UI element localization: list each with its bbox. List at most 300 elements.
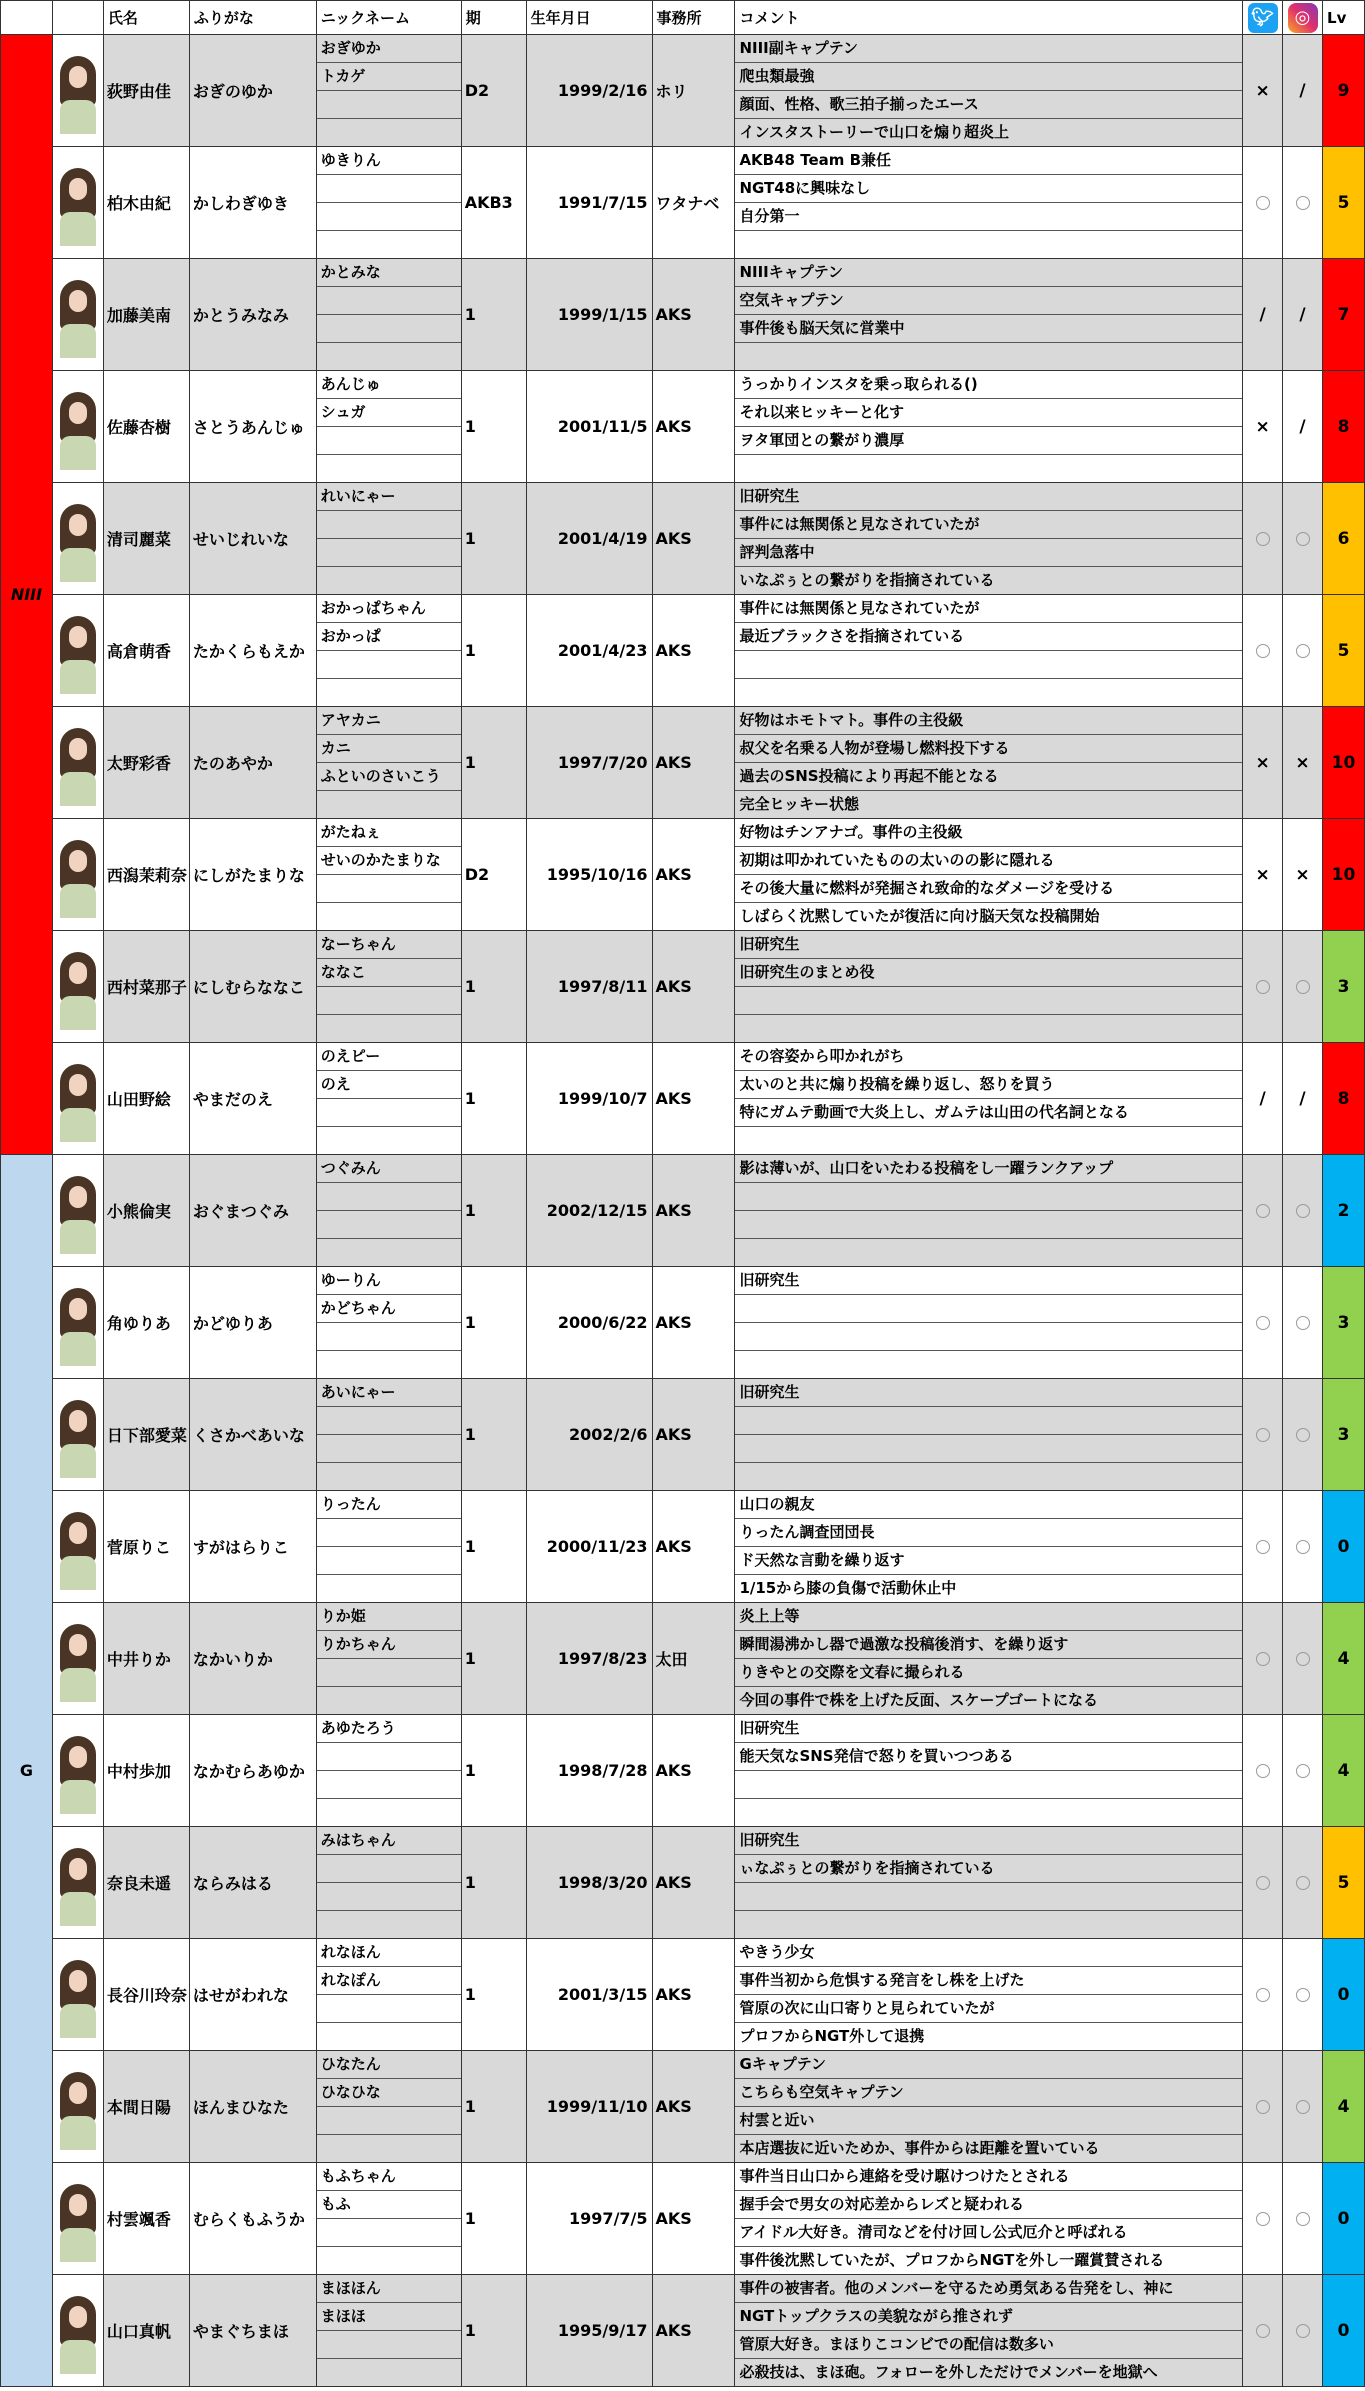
comment-line: NGTトップクラスの美貌ながら推されず	[735, 2303, 1242, 2331]
member-photo	[52, 1379, 103, 1491]
avatar	[56, 1504, 100, 1590]
member-row	[1, 1491, 1365, 1603]
member-instagram-status	[1283, 2163, 1323, 2275]
member-furigana: かとうみなみ	[189, 259, 316, 371]
member-row	[1, 35, 1365, 147]
avatar	[56, 608, 100, 694]
member-gen: 1	[461, 1715, 526, 1827]
nickname-line	[317, 791, 461, 818]
member-photo	[52, 1827, 103, 1939]
member-instagram-status	[1283, 2051, 1323, 2163]
comment-line: 事件当日山口から連絡を受け駆けつけたとされる	[735, 2163, 1242, 2191]
nickname-line: あゆたろう	[317, 1715, 461, 1743]
member-gen: 1	[461, 931, 526, 1043]
member-photo	[52, 1267, 103, 1379]
header-lv: Lv	[1323, 1, 1365, 35]
comment-line: うっかりインスタを乗っ取られる()	[735, 371, 1242, 399]
nickname-line: シュガ	[317, 399, 461, 427]
nickname-line	[317, 175, 461, 203]
nickname-line	[317, 1855, 461, 1883]
member-row	[1, 2051, 1365, 2163]
comment-line: インスタストーリーで山口を煽り超炎上	[739, 123, 1009, 141]
avatar	[56, 1168, 100, 1254]
nickname-line	[317, 287, 461, 315]
nickname-line	[317, 315, 461, 343]
comment-line: 好物はホモトマト。事件の主役級	[735, 707, 1242, 735]
comment-line: 旧研究生	[735, 1715, 1242, 1743]
comment-line: 必殺技は、まほ砲。フォローを外しただけでメンバーを地獄へ	[739, 2363, 1158, 2381]
member-furigana: たかくらもえか	[189, 595, 316, 707]
member-nicknames	[316, 35, 461, 147]
member-lv: 3	[1323, 1379, 1365, 1491]
avatar	[56, 1840, 100, 1926]
member-agency: AKS	[652, 1043, 735, 1155]
member-twitter-status	[1243, 1715, 1283, 1827]
member-comments	[735, 1827, 1243, 1939]
member-lv: 9	[1323, 35, 1365, 147]
circle-mark	[1256, 1540, 1270, 1554]
member-instagram-status	[1283, 1603, 1323, 1715]
nickname-line: れなぽん	[317, 1967, 461, 1995]
member-lv: 5	[1323, 147, 1365, 259]
member-twitter-status: ×	[1243, 35, 1283, 147]
nickname-line: れいにゃー	[317, 483, 461, 511]
avatar	[56, 720, 100, 806]
header-row	[1, 1, 1365, 35]
member-twitter-status	[1243, 2163, 1283, 2275]
comment-line: それ以来ヒッキーと化す	[735, 399, 1242, 427]
member-agency: AKS	[652, 1827, 735, 1939]
nickname-line	[317, 511, 461, 539]
comment-line: 村雲と近い	[735, 2107, 1242, 2135]
member-twitter-status	[1243, 2051, 1283, 2163]
circle-mark	[1256, 2324, 1270, 2338]
member-agency: AKS	[652, 2163, 735, 2275]
member-gen: D2	[461, 35, 526, 147]
nickname-line: もふ	[317, 2191, 461, 2219]
member-twitter-status: /	[1243, 1043, 1283, 1155]
nickname-line	[317, 2359, 461, 2386]
nickname-line	[317, 1099, 461, 1127]
member-birthdate: 1999/1/15	[526, 259, 652, 371]
comment-line	[735, 1435, 1242, 1463]
member-agency: 太田	[652, 1603, 735, 1715]
circle-mark	[1296, 1876, 1310, 1890]
nickname-line: れなほん	[317, 1939, 461, 1967]
member-instagram-status: /	[1283, 35, 1323, 147]
nickname-line: つぐみん	[317, 1155, 461, 1183]
comment-line	[735, 231, 1242, 258]
member-furigana: せいじれいな	[189, 483, 316, 595]
nickname-line	[317, 567, 461, 594]
avatar	[56, 384, 100, 470]
member-instagram-status	[1283, 595, 1323, 707]
member-name: 太野彩香	[103, 707, 189, 819]
member-agency: AKS	[652, 1491, 735, 1603]
member-photo	[52, 1155, 103, 1267]
member-comments	[735, 1939, 1243, 2051]
member-nicknames	[316, 259, 461, 371]
member-gen: 1	[461, 1827, 526, 1939]
comment-line: 旧研究生	[735, 1379, 1242, 1407]
member-furigana: おぐまつぐみ	[189, 1155, 316, 1267]
circle-mark	[1256, 2212, 1270, 2226]
member-comments	[735, 2275, 1243, 2387]
comment-line	[735, 455, 1242, 482]
member-instagram-status: /	[1283, 259, 1323, 371]
comment-line: 事件の被害者。他のメンバーを守るため勇気ある告発をし、神に	[735, 2275, 1242, 2303]
circle-mark	[1296, 2212, 1310, 2226]
member-lv: 4	[1323, 1715, 1365, 1827]
member-birthdate: 2000/6/22	[526, 1267, 652, 1379]
circle-mark	[1296, 1988, 1310, 2002]
nickname-line	[317, 2107, 461, 2135]
nickname-line: ゆーりん	[317, 1267, 461, 1295]
avatar	[56, 1952, 100, 2038]
member-instagram-status: /	[1283, 371, 1323, 483]
twitter-icon: 🐦︎	[1248, 3, 1278, 33]
member-nicknames	[316, 2275, 461, 2387]
member-gen: 1	[461, 1267, 526, 1379]
member-name: 日下部愛菜	[103, 1379, 189, 1491]
comment-line	[735, 1211, 1242, 1239]
comment-line	[735, 1015, 1242, 1042]
nickname-line	[317, 679, 461, 706]
member-furigana: たのあやか	[189, 707, 316, 819]
nickname-line: りかちゃん	[317, 1631, 461, 1659]
member-row	[1, 1155, 1365, 1267]
member-gen: 1	[461, 1155, 526, 1267]
nickname-line	[317, 1239, 461, 1266]
member-lv: 4	[1323, 1603, 1365, 1715]
member-lv: 3	[1323, 931, 1365, 1043]
member-birthdate: 1999/2/16	[526, 35, 652, 147]
member-agency: AKS	[652, 259, 735, 371]
member-furigana: かどゆりあ	[189, 1267, 316, 1379]
nickname-line	[317, 1883, 461, 1911]
member-name: 荻野由佳	[103, 35, 189, 147]
member-row	[1, 371, 1365, 483]
member-gen: AKB3	[461, 147, 526, 259]
member-gen: 1	[461, 1379, 526, 1491]
avatar	[56, 1056, 100, 1142]
member-name: 村雲颯香	[103, 2163, 189, 2275]
member-twitter-status: ×	[1243, 371, 1283, 483]
header-name: 氏名	[103, 1, 189, 35]
comment-line: その容姿から叩かれがち	[735, 1043, 1242, 1071]
comment-line: 完全ヒッキー状態	[739, 795, 859, 813]
nickname-line	[317, 455, 461, 482]
comment-line	[735, 1463, 1242, 1490]
member-furigana: さとうあんじゅ	[189, 371, 316, 483]
nickname-line: おぎゆか	[317, 35, 461, 63]
avatar	[56, 2288, 100, 2374]
nickname-line	[317, 903, 461, 930]
comment-line: 事件当初から危惧する発言をし株を上げた	[735, 1967, 1242, 1995]
comment-line: 顔面、性格、歌三拍子揃ったエース	[735, 91, 1242, 119]
nickname-line	[317, 231, 461, 258]
avatar	[56, 160, 100, 246]
member-photo	[52, 1491, 103, 1603]
member-name: 加藤美南	[103, 259, 189, 371]
member-row	[1, 1043, 1365, 1155]
nickname-line	[317, 2247, 461, 2274]
nickname-line	[317, 343, 461, 370]
member-photo	[52, 483, 103, 595]
comment-line: NIII副キャプテン	[735, 35, 1242, 63]
member-nicknames	[316, 1043, 461, 1155]
member-agency: ワタナベ	[652, 147, 735, 259]
member-row	[1, 595, 1365, 707]
comment-line	[735, 1239, 1242, 1266]
header-agency: 事務所	[652, 1, 735, 35]
circle-mark	[1256, 1428, 1270, 1442]
member-photo	[52, 595, 103, 707]
member-row	[1, 1939, 1365, 2051]
member-twitter-status	[1243, 1155, 1283, 1267]
member-comments	[735, 259, 1243, 371]
nickname-line	[317, 1911, 461, 1938]
member-name: 柏木由紀	[103, 147, 189, 259]
member-row	[1, 1715, 1365, 1827]
circle-mark	[1256, 1316, 1270, 1330]
member-nicknames	[316, 1827, 461, 1939]
nickname-line	[317, 1687, 461, 1714]
member-photo	[52, 2275, 103, 2387]
member-row	[1, 1379, 1365, 1491]
header-photo	[52, 1, 103, 35]
member-furigana: なかいりか	[189, 1603, 316, 1715]
member-photo	[52, 707, 103, 819]
nickname-line: まほほ	[317, 2303, 461, 2331]
member-comments	[735, 1379, 1243, 1491]
circle-mark	[1296, 2324, 1310, 2338]
comment-line: 事件には無関係と見なされていたが	[735, 595, 1242, 623]
avatar	[56, 2176, 100, 2262]
comment-line: しばらく沈黙していたが復活に向け脳天気な投稿開始	[739, 907, 1100, 925]
comment-line: 評判急落中	[735, 539, 1242, 567]
member-row	[1, 1267, 1365, 1379]
member-lv: 6	[1323, 483, 1365, 595]
member-instagram-status: ×	[1283, 707, 1323, 819]
comment-line: 事件後沈黙していたが、プロフからNGTを外し一躍賞賛される	[739, 2251, 1165, 2269]
avatar	[56, 48, 100, 134]
member-lv: 3	[1323, 1267, 1365, 1379]
nickname-line: かどちゃん	[317, 1295, 461, 1323]
member-row	[1, 483, 1365, 595]
comment-line	[735, 651, 1242, 679]
team-g-cell: G	[1, 1155, 53, 2387]
member-agency: AKS	[652, 2275, 735, 2387]
nickname-line: ひなひな	[317, 2079, 461, 2107]
member-furigana: やまだのえ	[189, 1043, 316, 1155]
member-agency: AKS	[652, 931, 735, 1043]
member-furigana: ほんまひなた	[189, 2051, 316, 2163]
member-lv: 10	[1323, 707, 1365, 819]
comment-line: プロフからNGT外して退携	[739, 2027, 925, 2045]
member-instagram-status: /	[1283, 1043, 1323, 1155]
team-niii-cell: NIII	[1, 35, 53, 1155]
nickname-line	[317, 1323, 461, 1351]
member-gen: 1	[461, 1043, 526, 1155]
comment-line: 事件には無関係と見なされていたが	[735, 511, 1242, 539]
member-row	[1, 819, 1365, 931]
comment-line: 旧研究生	[735, 931, 1242, 959]
member-nicknames	[316, 1267, 461, 1379]
member-nicknames	[316, 1379, 461, 1491]
comment-line: 山口の親友	[735, 1491, 1242, 1519]
nickname-line	[317, 1743, 461, 1771]
member-lv: 10	[1323, 819, 1365, 931]
nickname-line	[317, 1127, 461, 1154]
member-twitter-status	[1243, 1827, 1283, 1939]
member-comments	[735, 707, 1243, 819]
nickname-line: かとみな	[317, 259, 461, 287]
comment-line: 旧研究生	[735, 1267, 1242, 1295]
member-birthdate: 1997/8/23	[526, 1603, 652, 1715]
member-lv: 8	[1323, 1043, 1365, 1155]
member-instagram-status	[1283, 931, 1323, 1043]
member-row	[1, 259, 1365, 371]
member-lv: 2	[1323, 1155, 1365, 1267]
member-nicknames	[316, 2163, 461, 2275]
comment-line: 初期は叩かれていたものの太いのの影に隠れる	[735, 847, 1242, 875]
comment-line: 旧研究生のまとめ役	[735, 959, 1242, 987]
member-comments	[735, 1155, 1243, 1267]
comment-line	[735, 987, 1242, 1015]
avatar	[56, 496, 100, 582]
member-agency: AKS	[652, 1379, 735, 1491]
member-row	[1, 1827, 1365, 1939]
nickname-line: ななこ	[317, 959, 461, 987]
member-comments	[735, 1603, 1243, 1715]
circle-mark	[1296, 196, 1310, 210]
member-photo	[52, 259, 103, 371]
header-twitter	[1243, 1, 1283, 35]
comment-line	[735, 1771, 1242, 1799]
member-comments	[735, 819, 1243, 931]
nickname-line	[317, 91, 461, 119]
avatar	[56, 1728, 100, 1814]
member-instagram-status	[1283, 147, 1323, 259]
nickname-line	[317, 1799, 461, 1826]
header-furigana: ふりがな	[189, 1, 316, 35]
member-row	[1, 2275, 1365, 2387]
nickname-line	[317, 875, 461, 903]
member-twitter-status	[1243, 1603, 1283, 1715]
member-twitter-status	[1243, 147, 1283, 259]
circle-mark	[1296, 1428, 1310, 1442]
member-agency: AKS	[652, 371, 735, 483]
nickname-line	[317, 1435, 461, 1463]
member-birthdate: 1995/9/17	[526, 2275, 652, 2387]
member-instagram-status	[1283, 1715, 1323, 1827]
member-birthdate: 1998/7/28	[526, 1715, 652, 1827]
member-row	[1, 1603, 1365, 1715]
circle-mark	[1256, 1204, 1270, 1218]
member-name: 清司麗菜	[103, 483, 189, 595]
nickname-line	[317, 1575, 461, 1602]
nickname-line	[317, 203, 461, 231]
member-twitter-status	[1243, 1939, 1283, 2051]
comment-line: ぃなぷぅとの繋がりを指摘されている	[735, 1855, 1242, 1883]
nickname-line	[317, 1211, 461, 1239]
comment-line: AKB48 Team B兼任	[735, 147, 1242, 175]
member-furigana: やまぐちまほ	[189, 2275, 316, 2387]
nickname-line: りったん	[317, 1491, 461, 1519]
member-nicknames	[316, 707, 461, 819]
nickname-line	[317, 2023, 461, 2050]
nickname-line	[317, 539, 461, 567]
member-comments	[735, 35, 1243, 147]
circle-mark	[1296, 980, 1310, 994]
header-team	[1, 1, 53, 35]
member-birthdate: 1995/10/16	[526, 819, 652, 931]
comment-line: りきやとの交際を文春に撮られる	[735, 1659, 1242, 1687]
member-birthdate: 1999/10/7	[526, 1043, 652, 1155]
nickname-line	[317, 1771, 461, 1799]
comment-line: 今回の事件で株を上げた反面、スケープゴートになる	[739, 1691, 1098, 1709]
member-nicknames	[316, 483, 461, 595]
member-comments	[735, 931, 1243, 1043]
member-instagram-status	[1283, 1827, 1323, 1939]
member-nicknames	[316, 147, 461, 259]
member-birthdate: 1997/7/5	[526, 2163, 652, 2275]
avatar	[56, 272, 100, 358]
comment-line: 旧研究生	[735, 1827, 1242, 1855]
member-nicknames	[316, 1155, 461, 1267]
nickname-line: もふちゃん	[317, 2163, 461, 2191]
avatar	[56, 944, 100, 1030]
nickname-line: おかっぱ	[317, 623, 461, 651]
comment-line: 好物はチンアナゴ。事件の主役級	[735, 819, 1242, 847]
nickname-line: ひなたん	[317, 2051, 461, 2079]
member-row	[1, 707, 1365, 819]
comment-line	[735, 1183, 1242, 1211]
comment-line: Gキャプテン	[735, 2051, 1242, 2079]
member-birthdate: 1997/7/20	[526, 707, 652, 819]
comment-line	[735, 1911, 1242, 1938]
member-comments	[735, 595, 1243, 707]
member-twitter-status	[1243, 483, 1283, 595]
member-agency: AKS	[652, 1155, 735, 1267]
member-instagram-status	[1283, 2275, 1323, 2387]
comment-line: 本店選抜に近いためか、事件からは距離を置いている	[739, 2139, 1100, 2157]
member-instagram-status	[1283, 1939, 1323, 2051]
member-nicknames	[316, 595, 461, 707]
member-photo	[52, 1939, 103, 2051]
nickname-line	[317, 1659, 461, 1687]
nickname-line	[317, 651, 461, 679]
comment-line: 影は薄いが、山口をいたわる投稿をし一躍ランクアップ	[735, 1155, 1242, 1183]
member-twitter-status	[1243, 1379, 1283, 1491]
member-photo	[52, 1043, 103, 1155]
comment-line: 握手会で男女の対応差からレズと疑われる	[735, 2191, 1242, 2219]
member-gen: 1	[461, 1491, 526, 1603]
member-lv: 5	[1323, 595, 1365, 707]
comment-line: 爬虫類最強	[735, 63, 1242, 91]
member-gen: D2	[461, 819, 526, 931]
member-lv: 4	[1323, 2051, 1365, 2163]
member-twitter-status	[1243, 595, 1283, 707]
nickname-line	[317, 1547, 461, 1575]
member-instagram-status	[1283, 1379, 1323, 1491]
member-name: 山口真帆	[103, 2275, 189, 2387]
member-name: 小熊倫実	[103, 1155, 189, 1267]
member-lv: 0	[1323, 2163, 1365, 2275]
circle-mark	[1296, 1204, 1310, 1218]
member-nicknames	[316, 1939, 461, 2051]
